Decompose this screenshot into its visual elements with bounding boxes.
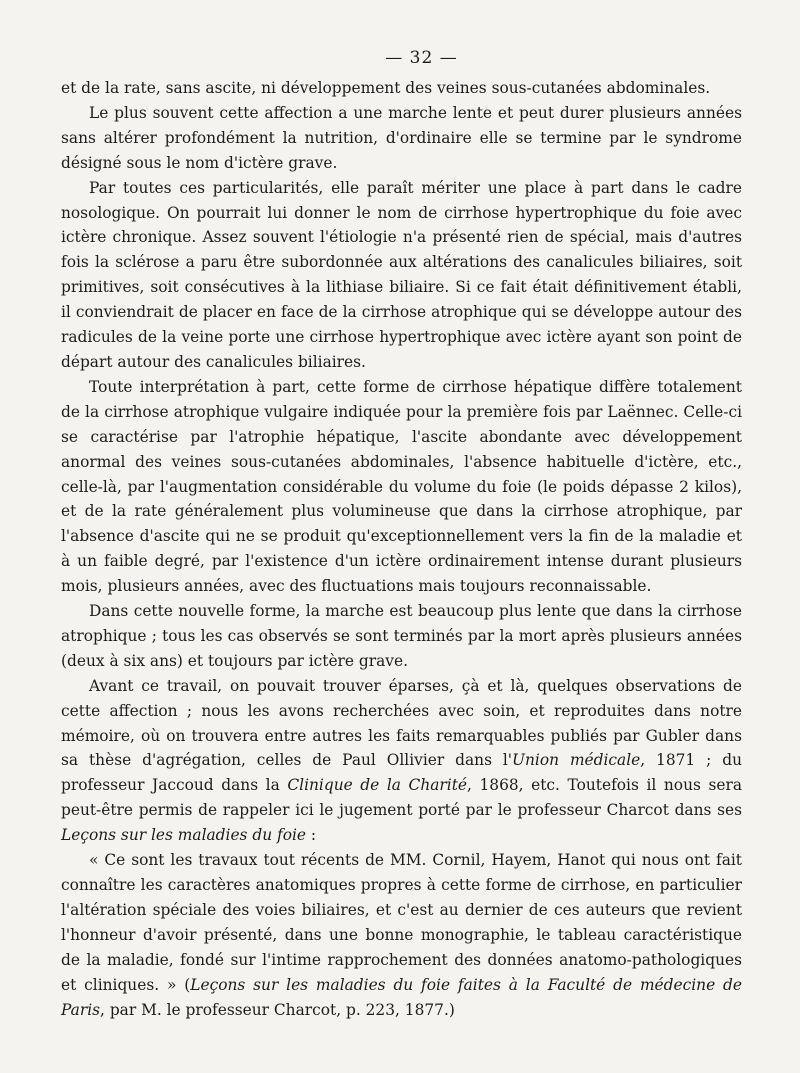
text-run: , 1868, etc. Toutefois il nous sera peut-être permis de rappeler ici le jugement porté par le professeur Charcot dans ses <box>61 776 743 820</box>
journal-title: Clinique de la Charité <box>287 776 467 795</box>
page-number: — 32 — <box>385 48 458 68</box>
text-run: « Ce sont les travaux tout récents de MM. Cornil, Hayem, Hanot qui nous ont fait connaître les caractères anatomiques propres à cette forme de cirrhose, en particulier l'altération spéciale des voies biliaires, et c'est au dernier de ces auteurs que revient l'honneur d'avoir présenté, dans une bonne monographie, le tableau caractéristique de la maladie, fondé sur l'intime rapprochement des données anatomo-pathologiques et cliniques. » ( <box>61 851 742 994</box>
paragraph: Par toutes ces particularités, elle paraît mériter une place à part dans le cadre nosologique. On pourrait lui donner le nom de cirrhose hypertrophique du foie avec ictère chronique. Assez souvent l'étiologie n'a présenté rien de spécial, mais d'autres fois la sclérose a paru être subordonnée aux altérations des canalicules biliaires, soit primitives, soit consécutives à la lithiase biliaire. Si ce fait était définitivement établi, il conviendrait de placer en face de la cirrhose atrophique qui se développe autour des radicules de la veine porte une cirrhose hypertrophique avec ictère ayant son point de départ autour des canalicules biliaires. <box>61 178 742 371</box>
journal-title: Union médicale <box>512 751 641 770</box>
book-title: Leçons sur les maladies du foie <box>61 826 306 845</box>
paragraph <box>61 674 742 848</box>
paragraph: Toute interprétation à part, cette forme de cirrhose hépatique diffère totalement de la cirrhose atrophique vulgaire indiquée pour la première fois par Laënnec. Celle-ci se caractérise par l'atrophie hépatique, l'ascite abondante avec développement anormal des veines sous-cutanées abdominales, l'absence habituelle d'ictère, etc., celle-là, par l'augmentation considérable du volume du foie (le poids dépasse 2 kilos), et de la rate généralement plus volumineuse que dans la cirrhose atrophique, par l'absence d'ascite qui ne se produit qu'exceptionnellement vers la fin de la maladie et à un faible degré, par l'existence d'un ictère ordinairement intense durant plusieurs mois, plusieurs années, avec des fluctuations mais toujours reconnaissable. <box>61 377 742 596</box>
text-run: : <box>306 826 317 845</box>
quotation <box>61 848 742 1022</box>
paragraph: Le plus souvent cette affection a une marche lente et peut durer plusieurs années sans altérer profondément la nutrition, d'ordinaire elle se termine par le syndrome désigné sous le nom d'ictère grave. <box>61 103 742 172</box>
paragraph: et de la rate, sans ascite, ni développement des veines sous-cutanées abdominales. <box>61 79 711 97</box>
paragraph: Dans cette nouvelle forme, la marche est beaucoup plus lente que dans la cirrhose atrophique ; tous les cas observés se sont terminés par la mort après plusieurs années (deux à six ans) et toujours par ictère grave. <box>61 602 742 670</box>
body-text <box>61 76 742 1022</box>
book-title: Leçons sur les maladies du foie faites à la Faculté de médecine de Paris <box>61 975 742 1019</box>
text-run: Avant ce travail, on pouvait trouver éparses, çà et là, quelques observations de cette affection ; nous les avons recherchées avec soin, et reproduites dans notre mémoire, où on trouvera entre autres les faits remarquables publiés par Gubler dans sa thèse d'agrégation, celles de Paul Ollivier dans l' <box>61 676 742 770</box>
text-run: , 1871 ; du professeur Jaccoud dans la <box>61 751 742 795</box>
text-run: , par M. le professeur Charcot, p. 223, 1877.) <box>100 1000 455 1019</box>
